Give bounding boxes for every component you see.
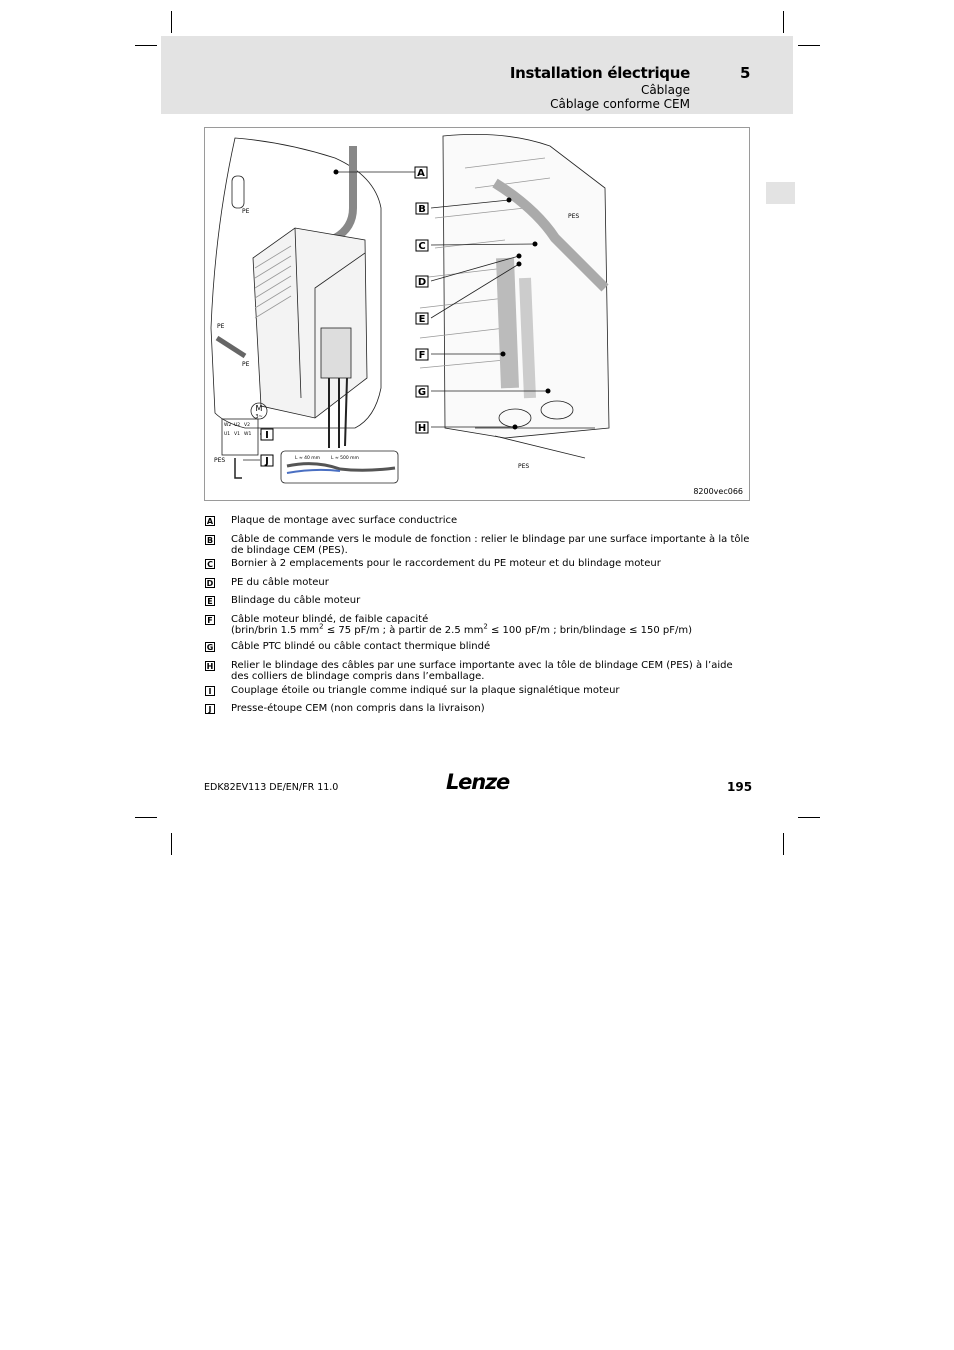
- document-code: EDK82EV113 DE/EN/FR 11.0: [204, 782, 339, 793]
- pes-label: PES: [214, 457, 226, 464]
- legend-key: B: [206, 536, 214, 545]
- section-title: Câblage: [640, 83, 690, 97]
- callout-e: [416, 313, 428, 325]
- svg-text:G: G: [417, 387, 427, 398]
- terminal-label: V2: [244, 423, 250, 428]
- svg-text:A: A: [417, 168, 425, 179]
- figure-id: 8200vec066: [693, 487, 743, 496]
- callout-h: [416, 422, 428, 434]
- terminal-label: V1: [234, 432, 240, 437]
- pe-label: PE: [242, 208, 250, 215]
- crop-mark: [783, 833, 784, 855]
- page-title: Installation électrique: [509, 64, 690, 82]
- terminal-label: U2: [234, 423, 241, 428]
- motor-symbol: M: [255, 404, 263, 413]
- callout-j: [261, 455, 273, 467]
- legend-key: D: [206, 579, 214, 588]
- legend-text-part: (brin/brin 1.5 mm: [231, 625, 320, 636]
- terminal-label: U1: [224, 432, 231, 437]
- wiring-illustration: [205, 128, 749, 500]
- crop-mark: [798, 45, 820, 46]
- legend-text-part: ≤ 75 pF/m ; à partir de 2.5 mm: [323, 625, 484, 636]
- header-band: [161, 36, 793, 114]
- svg-text:H: H: [417, 423, 427, 434]
- legend-text: Blindage du câble moteur: [231, 595, 361, 606]
- superscript: 2: [319, 622, 324, 631]
- svg-text:D: D: [417, 277, 427, 288]
- subsection-title: Câblage conforme CEM: [550, 97, 690, 111]
- page-number: 195: [727, 780, 753, 794]
- legend-key: A: [206, 517, 214, 526]
- callout-f: [416, 349, 428, 361]
- crop-mark: [798, 817, 820, 818]
- crop-mark: [783, 11, 784, 33]
- legend-key: G: [206, 643, 214, 652]
- svg-text:B: B: [418, 204, 426, 215]
- callout-a: [415, 167, 427, 179]
- legend-text: Câble PTC blindé ou câble contact thermique blindé: [231, 641, 491, 652]
- crop-mark: [171, 11, 172, 33]
- legend-key: J: [205, 704, 215, 714]
- svg-text:E: E: [418, 314, 426, 325]
- legend-text: [231, 614, 751, 636]
- legend-text: Relier le blindage des câbles par une surface importante avec la tôle de blindage CEM (PES) à l’aide des colliers de blindage compris dans l’emballage.: [231, 660, 733, 682]
- lenze-logo: Lenze: [446, 770, 510, 794]
- legend-text: Couplage étoile ou triangle comme indiqué sur la plaque signalétique moteur: [231, 685, 620, 696]
- crop-mark: [171, 833, 172, 855]
- legend-text: PE du câble moteur: [231, 577, 329, 588]
- callout-b: [416, 203, 428, 215]
- callout-d: [416, 276, 428, 288]
- cable-length-label: L ≈ 500 mm: [331, 456, 359, 461]
- legend-key: I: [205, 686, 215, 696]
- terminal-label: W1: [244, 432, 252, 437]
- legend-key: F: [205, 615, 215, 625]
- crop-mark: [135, 45, 157, 46]
- motor-phase: 3~: [255, 414, 263, 420]
- callout-c: [416, 240, 428, 252]
- legend-key: E: [205, 596, 215, 606]
- legend-text-part: ≤ 100 pF/m ; brin/blindage ≤ 150 pF/m): [487, 625, 693, 636]
- crop-mark: [135, 817, 157, 818]
- legend-text: Presse-étoupe CEM (non compris dans la livraison): [231, 703, 485, 714]
- terminal-label: W2: [224, 423, 232, 428]
- legend-text: Bornier à 2 emplacements pour le raccordement du PE moteur et du blindage moteur: [231, 558, 661, 569]
- pes-label: PES: [568, 213, 580, 220]
- pes-label: PES: [518, 463, 530, 470]
- legend-key: C: [205, 559, 215, 569]
- legend-text: Plaque de montage avec surface conductrice: [231, 515, 458, 526]
- cable-length-label: L ≈ 40 mm: [295, 456, 321, 461]
- pe-label: PE: [242, 361, 250, 368]
- legend-text: Câble de commande vers le module de fonction : relier le blindage par une surface importante à la tôle de blindage CEM (PES).: [231, 534, 750, 556]
- legend-text-line1: Câble moteur blindé, de faible capacité: [231, 614, 429, 625]
- legend-key: H: [206, 662, 214, 671]
- svg-text:F: F: [418, 350, 426, 361]
- svg-text:C: C: [418, 241, 426, 252]
- svg-text:J: J: [265, 456, 269, 467]
- callout-i: [261, 429, 273, 441]
- callout-g: [416, 386, 428, 398]
- superscript: 2: [483, 622, 488, 631]
- chapter-tab: [766, 182, 795, 204]
- wiring-figure: [204, 127, 750, 501]
- pe-label: PE: [217, 323, 225, 330]
- chapter-number: 5: [740, 64, 751, 82]
- svg-text:I: I: [265, 430, 269, 441]
